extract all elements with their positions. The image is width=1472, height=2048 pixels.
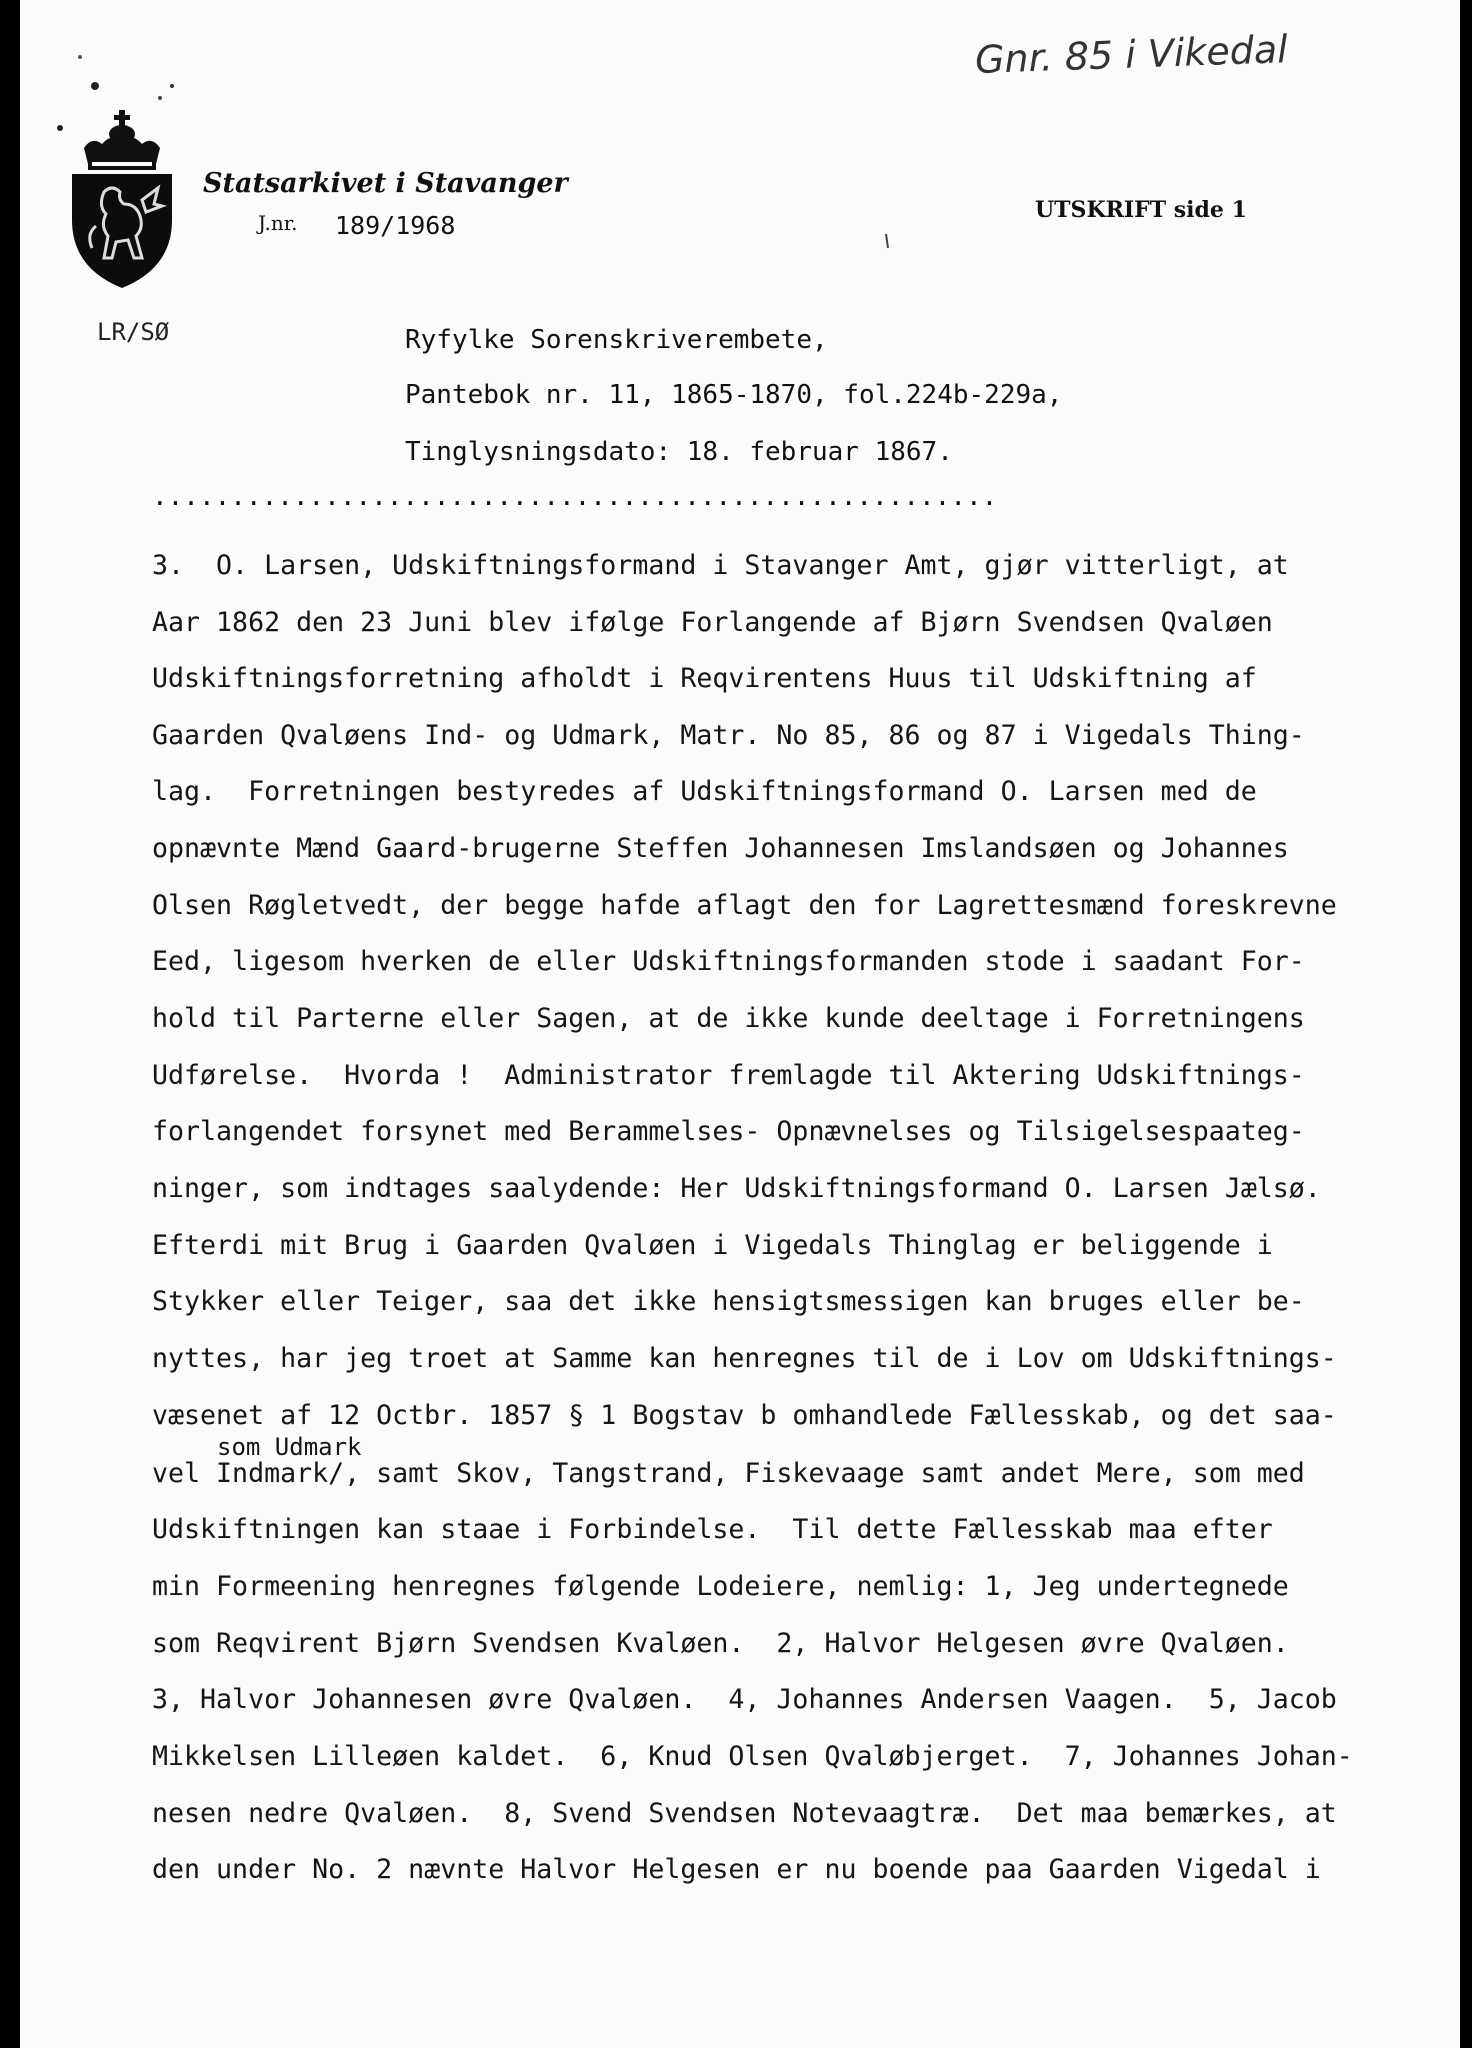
body-line: Udskiftningen kan staae i Forbindelse. Til dette Fællesskab maa efter bbox=[152, 1514, 1273, 1545]
body-line: Efterdi mit Brug i Gaarden Qvaløen i Vigedals Thinglag er beliggende i bbox=[152, 1230, 1273, 1261]
body-line: forlangendet forsynet med Berammelses- Opnævnelses og Tilsigelsespaateg- bbox=[152, 1116, 1305, 1147]
initials: LR/SØ bbox=[97, 318, 170, 346]
body-line: Eed, ligesom hverken de eller Udskiftningsformanden stode i saadant For- bbox=[152, 946, 1305, 977]
body-line: den under No. 2 nævnte Halvor Helgesen er nu boende paa Gaarden Vigedal i bbox=[152, 1854, 1321, 1885]
institution-name: Statsarkivet i Stavanger bbox=[203, 168, 568, 199]
body-line: Aar 1862 den 23 Juni blev ifølge Forlangende af Bjørn Svendsen Qvaløen bbox=[152, 607, 1273, 638]
journal-number: 189/1968 bbox=[335, 211, 456, 240]
body-line: Stykker eller Teiger, saa det ikke hensigtsmessigen kan bruges eller be- bbox=[152, 1286, 1305, 1317]
body-line: ninger, som indtages saalydende: Her Udskiftningsformand O. Larsen Jælsø. bbox=[152, 1173, 1321, 1204]
body-line: Gaarden Qvaløens Ind- og Udmark, Matr. No 85, 86 og 87 i Vigedals Thing- bbox=[152, 720, 1305, 751]
body-line: Udskiftningsforretning afholdt i Reqvirentens Huus til Udskiftning af bbox=[152, 663, 1257, 694]
page-label: UTSKRIFT side 1 bbox=[1035, 197, 1247, 223]
body-line: vel Indmark/, samt Skov, Tangstrand, Fiskevaage samt andet Mere, som med bbox=[152, 1458, 1305, 1489]
body-line: Olsen Røgletvedt, der begge hafde aflagt den for Lagrettesmænd foreskrevne bbox=[152, 890, 1337, 921]
header-line: Ryfylke Sorenskriverembete, bbox=[405, 325, 828, 355]
body-line: opnævnte Mænd Gaard-brugerne Steffen Johannesen Imslandsøen og Johannes bbox=[152, 833, 1289, 864]
separator-line: ...................................................... bbox=[152, 482, 998, 512]
body-line: nyttes, har jeg troet at Samme kan henregnes til de i Lov om Udskiftnings- bbox=[152, 1343, 1337, 1374]
body-line: nesen nedre Qvaløen. 8, Svend Svendsen Notevaagtræ. Det maa bemærkes, at bbox=[152, 1798, 1337, 1829]
body-line: hold til Parterne eller Sagen, at de ikke kunde deeltage i Forretningens bbox=[152, 1003, 1305, 1034]
body-line: Mikkelsen Lilleøen kaldet. 6, Knud Olsen Qvaløbjerget. 7, Johannes Johan- bbox=[152, 1741, 1353, 1772]
interlinear-insertion: som Udmark bbox=[217, 1433, 362, 1461]
body-line: som Reqvirent Bjørn Svendsen Kvaløen. 2, Halvor Helgesen øvre Qvaløen. bbox=[152, 1628, 1289, 1659]
body-line: 3, Halvor Johannesen øvre Qvaløen. 4, Johannes Andersen Vaagen. 5, Jacob bbox=[152, 1684, 1337, 1715]
body-line: lag. Forretningen bestyredes af Udskiftningsformand O. Larsen med de bbox=[152, 776, 1257, 807]
body-line: 3. O. Larsen, Udskiftningsformand i Stavanger Amt, gjør vitterligt, at bbox=[152, 550, 1289, 581]
body-line: væsenet af 12 Octbr. 1857 § 1 Bogstav b omhandlede Fællesskab, og det saa- bbox=[152, 1400, 1337, 1431]
header-line: Pantebok nr. 11, 1865-1870, fol.224b-229a, bbox=[405, 380, 1063, 410]
header-line: Tinglysningsdato: 18. februar 1867. bbox=[405, 437, 953, 467]
journal-number-label: J.nr. bbox=[258, 211, 298, 235]
body-line: Udførelse. Hvorda ! Administrator fremlagde til Aktering Udskiftnings- bbox=[152, 1060, 1305, 1091]
handwritten-note: Gnr. 85 i Vikedal bbox=[974, 27, 1289, 82]
body-line: min Formeening henregnes følgende Lodeiere, nemlig: 1, Jeg undertegnede bbox=[152, 1571, 1289, 1602]
coat-of-arms-icon bbox=[62, 108, 182, 290]
